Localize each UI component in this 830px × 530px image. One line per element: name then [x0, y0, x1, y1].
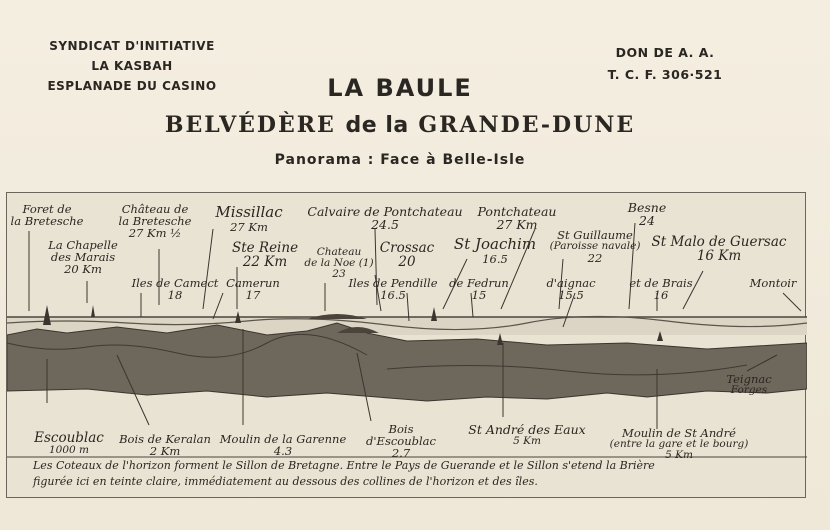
label-chateau-noe: Chateau de la Noe (1) 23: [304, 246, 374, 281]
syndicat-line-1: SYNDICAT D'INITIATIVE: [49, 39, 215, 53]
syndicat-line-3: ESPLANADE DU CASINO: [47, 79, 217, 93]
label-ste-reine: Ste Reine 22 Km: [231, 240, 299, 271]
panorama-subtitle: Panorama : Face à Belle-Isle: [274, 152, 526, 168]
label-aignac: d'aignac 15.5: [546, 276, 596, 303]
label-st-andre-eaux: St André des Eaux 5 Km: [468, 422, 586, 448]
belvedere-title: [60, 112, 740, 138]
label-montoir: Montoir: [749, 276, 797, 290]
label-pontchateau: Pontchateau 27 Km: [477, 204, 557, 233]
label-missillac: Missillac 27 Km: [215, 203, 283, 234]
panorama-drawing: [6, 192, 806, 498]
label-fedrun: de Fedrun 15: [449, 276, 509, 303]
label-chateau-bretesche: Château de la Bretesche 27 Km ½: [118, 202, 192, 241]
label-escoublac: Escoublac 1000 m: [34, 430, 104, 457]
page-title: LA BAULE: [327, 74, 473, 102]
caption-line-2: figurée ici en teinte claire, immédiatement au dessous des collines de l'horizon et des îles.: [33, 475, 538, 488]
donor-line-1: DON DE A. A.: [615, 45, 715, 60]
label-chapelle-marais: La Chapelle des Marais 20 Km: [48, 238, 118, 277]
caption-line-1: Les Coteaux de l'horizon forment le Sillon de Bretagne. Entre le Pays de Guerande et le Sillon s'etend la Brière: [33, 459, 655, 472]
label-moulin-st-andre: Moulin de St André (entre la gare et le bourg) 5 Km: [609, 426, 749, 462]
subtitle-part-a: BELVÉDÈRE: [164, 112, 336, 138]
subtitle-part-c: GRANDE-DUNE: [418, 112, 636, 138]
label-st-joachim: St Joachim 16.5: [453, 235, 537, 266]
syndicat-line-2: LA KASBAH: [91, 59, 173, 73]
label-crossac: Crossac 20: [379, 240, 435, 271]
label-iles-pendille: Iles de Pendille 16.5: [348, 276, 438, 303]
label-bois-escoublac: Bois d'Escoublac 2.7: [366, 422, 436, 461]
label-teignac: Teignac Forges: [726, 372, 772, 397]
label-bois-keralan: Bois de Keralan 2 Km: [119, 432, 211, 459]
subtitle-part-b: de la: [345, 113, 409, 138]
label-st-guillaume: St Guillaume (Paroisse navale) 22: [549, 228, 641, 266]
label-camerun: Camerun 17: [226, 276, 280, 303]
label-calvaire-pontchateau: Calvaire de Pontchateau 24.5: [307, 204, 463, 233]
label-besne: Besne 24: [627, 200, 667, 229]
label-foret-bretesche: Foret de la Bretesche: [10, 202, 84, 229]
label-st-malo-guersac: St Malo de Guersac 16 Km: [651, 234, 787, 265]
label-iles-camect: Iles de Camect 18: [131, 276, 219, 303]
donor-line-2: T. C. F. 306·521: [607, 67, 723, 82]
label-brais: et de Brais 16: [629, 276, 693, 303]
label-moulin-garenne: Moulin de la Garenne 4.3: [219, 432, 347, 459]
